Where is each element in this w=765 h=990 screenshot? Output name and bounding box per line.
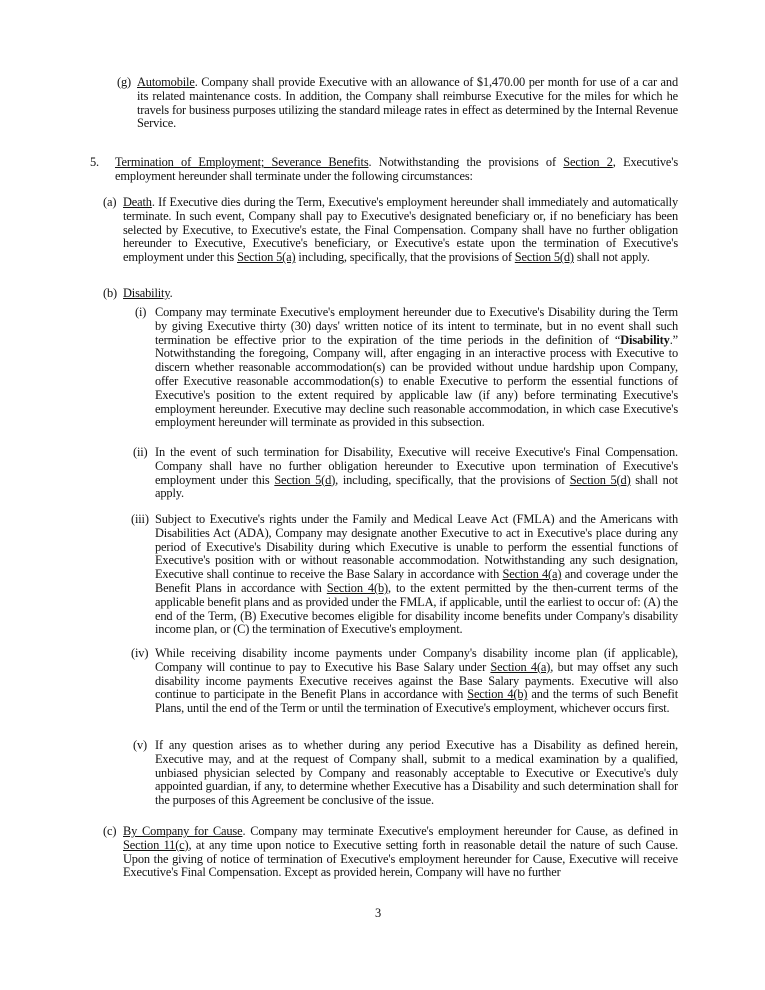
text — [155, 306, 678, 430]
section-reference: Termination of Employment; Severance Benefits — [115, 155, 369, 169]
label: (b) — [103, 286, 117, 300]
paragraph-a — [103, 195, 678, 265]
paragraph-b-i — [135, 305, 678, 430]
text-run: . If Executive dies during the Term, Executive's employment hereunder shall immediately and automatically terminate. In such event, Company shall pay to Executive's designated beneficiary or, if no beneficiary has been selected by Executive, to Executive's estate, the Final Compensation. Company shall have no further obligation hereunder to Executive, Executive's beneficiary, or Executive's estate upon the termination of Executive's employment under this — [123, 195, 678, 265]
text-run: and coverage under the Benefit Plans in accordance with — [155, 567, 678, 595]
text-run: While receiving disability income payments under Company's disability income plan (if applicable), Company will continue to pay to Executive his Base Salary under — [155, 646, 678, 674]
text — [123, 196, 678, 265]
label: (iii) — [131, 512, 149, 526]
paragraph-g — [117, 75, 678, 131]
text — [137, 76, 678, 131]
paragraph-b-iv — [131, 646, 678, 716]
paragraph-c — [103, 824, 679, 880]
section-reference: Section 4(a) — [490, 659, 551, 674]
paragraph-b-iii — [131, 512, 678, 637]
label: (iv) — [131, 646, 149, 660]
text-run: shall not apply. — [155, 472, 678, 501]
text — [155, 446, 678, 501]
text-run: Subject to Executive's rights under the Family and Medical Leave Act (FMLA) and the Americans with Disabilities Act (ADA), Company may designate another Executive to act in Executive's place during any period of Executive's Disability during which Executive is unable to perform the essential functions of Executive's position with or without reasonable accommodation. Notwithstanding any such designation, Executive shall continue to receive the Base Salary in accordance with — [155, 512, 678, 582]
text — [155, 647, 678, 716]
section-reference: Section 4(b) — [326, 580, 388, 595]
paragraph-b-v — [133, 738, 678, 808]
section-reference: Section 5(d) — [514, 250, 574, 265]
text-run: . Company may terminate Executive's employment hereunder for Cause, as defined in — [242, 824, 678, 838]
paragraph-b — [103, 286, 678, 301]
section-reference: Section 4(b) — [467, 687, 528, 702]
section-reference: By Company for Cause — [123, 824, 243, 838]
text-run: In the event of such termination for Disability, Executive will receive Executive's Final Compensation. Company shall have no further obligation hereunder to Executive upon termination of Executive's employment under this — [155, 445, 678, 487]
section-reference: Section 4(a) — [502, 567, 562, 582]
page-number: 3 — [375, 906, 382, 920]
text-run: , but may offset any such disability income payments Executive receives against the Base Salary payments. Executive will also continue to participate in the Benefit Plans in accordance with — [155, 659, 678, 702]
text — [155, 739, 678, 808]
text-run: Company may terminate Executive's employment hereunder due to Executive's Disability during the Term by giving Executive thirty (30) days' written notice of its intent to terminate, but in no event shall such termination be effective prior to the expiration of the time periods in the definition of “ — [155, 305, 678, 347]
label: (a) — [103, 195, 117, 209]
section-reference: Section 11(c) — [123, 837, 189, 852]
text — [123, 287, 678, 301]
text-run: and the terms of such Benefit Plans, until the end of the Term or until the termination of Executive's employment, whichever occurs first. — [155, 687, 678, 716]
text-run: shall not apply. — [573, 250, 650, 265]
section-reference: Section 5(d) — [274, 472, 336, 487]
label: (i) — [135, 305, 147, 319]
text-run: . Notwithstanding the provisions of — [368, 155, 564, 169]
text-run: .” Notwithstanding the foregoing, Company will, after engaging in an interactive process with Executive to discern whether reasonable accommodation(s) can be provided without undue hardship upon Company, offer Executive reasonable accommodation(s) to enable Executive to perform the essential functions of Executive's position to the extent required by applicable law (if any) before terminating Executive's employment hereunder. Executive may decline such reasonable accommodation, in which case Executive's employment hereunder will terminate as provided in this subsection. — [155, 332, 678, 430]
text-run: , to the extent permitted by the then-current terms of the applicable benefit plans and as provided under the FMLA, if applicable, until the earliest to occur of: (A) the end of the Term, (B) Executive becomes eligible for disability income benefits under Company's disability income plan, or (C) the termination of Executive's employment. — [155, 580, 678, 637]
label: (c) — [103, 824, 117, 838]
section-reference: Disability — [123, 286, 170, 300]
section-reference: Section 5(a) — [237, 250, 296, 265]
text-run: . — [169, 286, 173, 300]
text — [115, 156, 678, 184]
text-run: . Company shall provide Executive with an allowance of $1,470.00 per month for use of a car and its related maintenance costs. In addition, the Company shall reimburse Executive for the miles for which he travels for business purposes utilizing the standard mileage rates in effect as determined by the Internal Revenue Service. — [137, 75, 678, 131]
text — [123, 825, 678, 880]
section-reference: Death — [123, 195, 152, 209]
text-run: , Executive's employment hereunder shall terminate under the following circumstances: — [115, 155, 679, 183]
text-run: , at any time upon notice to Executive setting forth in reasonable detail the nature of such Cause. Upon the giving of notice of termination of Executive's employment hereunder for Cause, Executive will receive Executive's Final Compensation. Except as provided herein, Company will have no further — [123, 837, 679, 880]
label: (v) — [133, 738, 147, 752]
section-reference: Section 2 — [563, 155, 613, 169]
label: 5. — [90, 155, 99, 169]
section-reference: Automobile — [137, 75, 195, 89]
section-5 — [90, 155, 679, 184]
paragraph-b-ii — [133, 445, 678, 501]
section-reference: Section 5(d) — [569, 472, 631, 487]
label: (ii) — [133, 445, 148, 459]
label: (g) — [117, 75, 131, 89]
text-run: including, specifically, that the provisions of — [295, 250, 515, 265]
text-run: , including, specifically, that the provisions of — [335, 472, 570, 487]
text — [155, 513, 678, 637]
defined-term: Disability — [620, 332, 670, 347]
text-run: If any question arises as to whether during any period Executive has a Disability as defined herein, Executive may, and at the request of Company shall, submit to a medical examination by a qualified, unbiased physician selected by Company and reasonably acceptable to Executive or Executive's duly appointed guardian, if any, to determine whether Executive has a Disability and such determination shall for the purposes of this Agreement be conclusive of the issue. — [155, 738, 678, 808]
